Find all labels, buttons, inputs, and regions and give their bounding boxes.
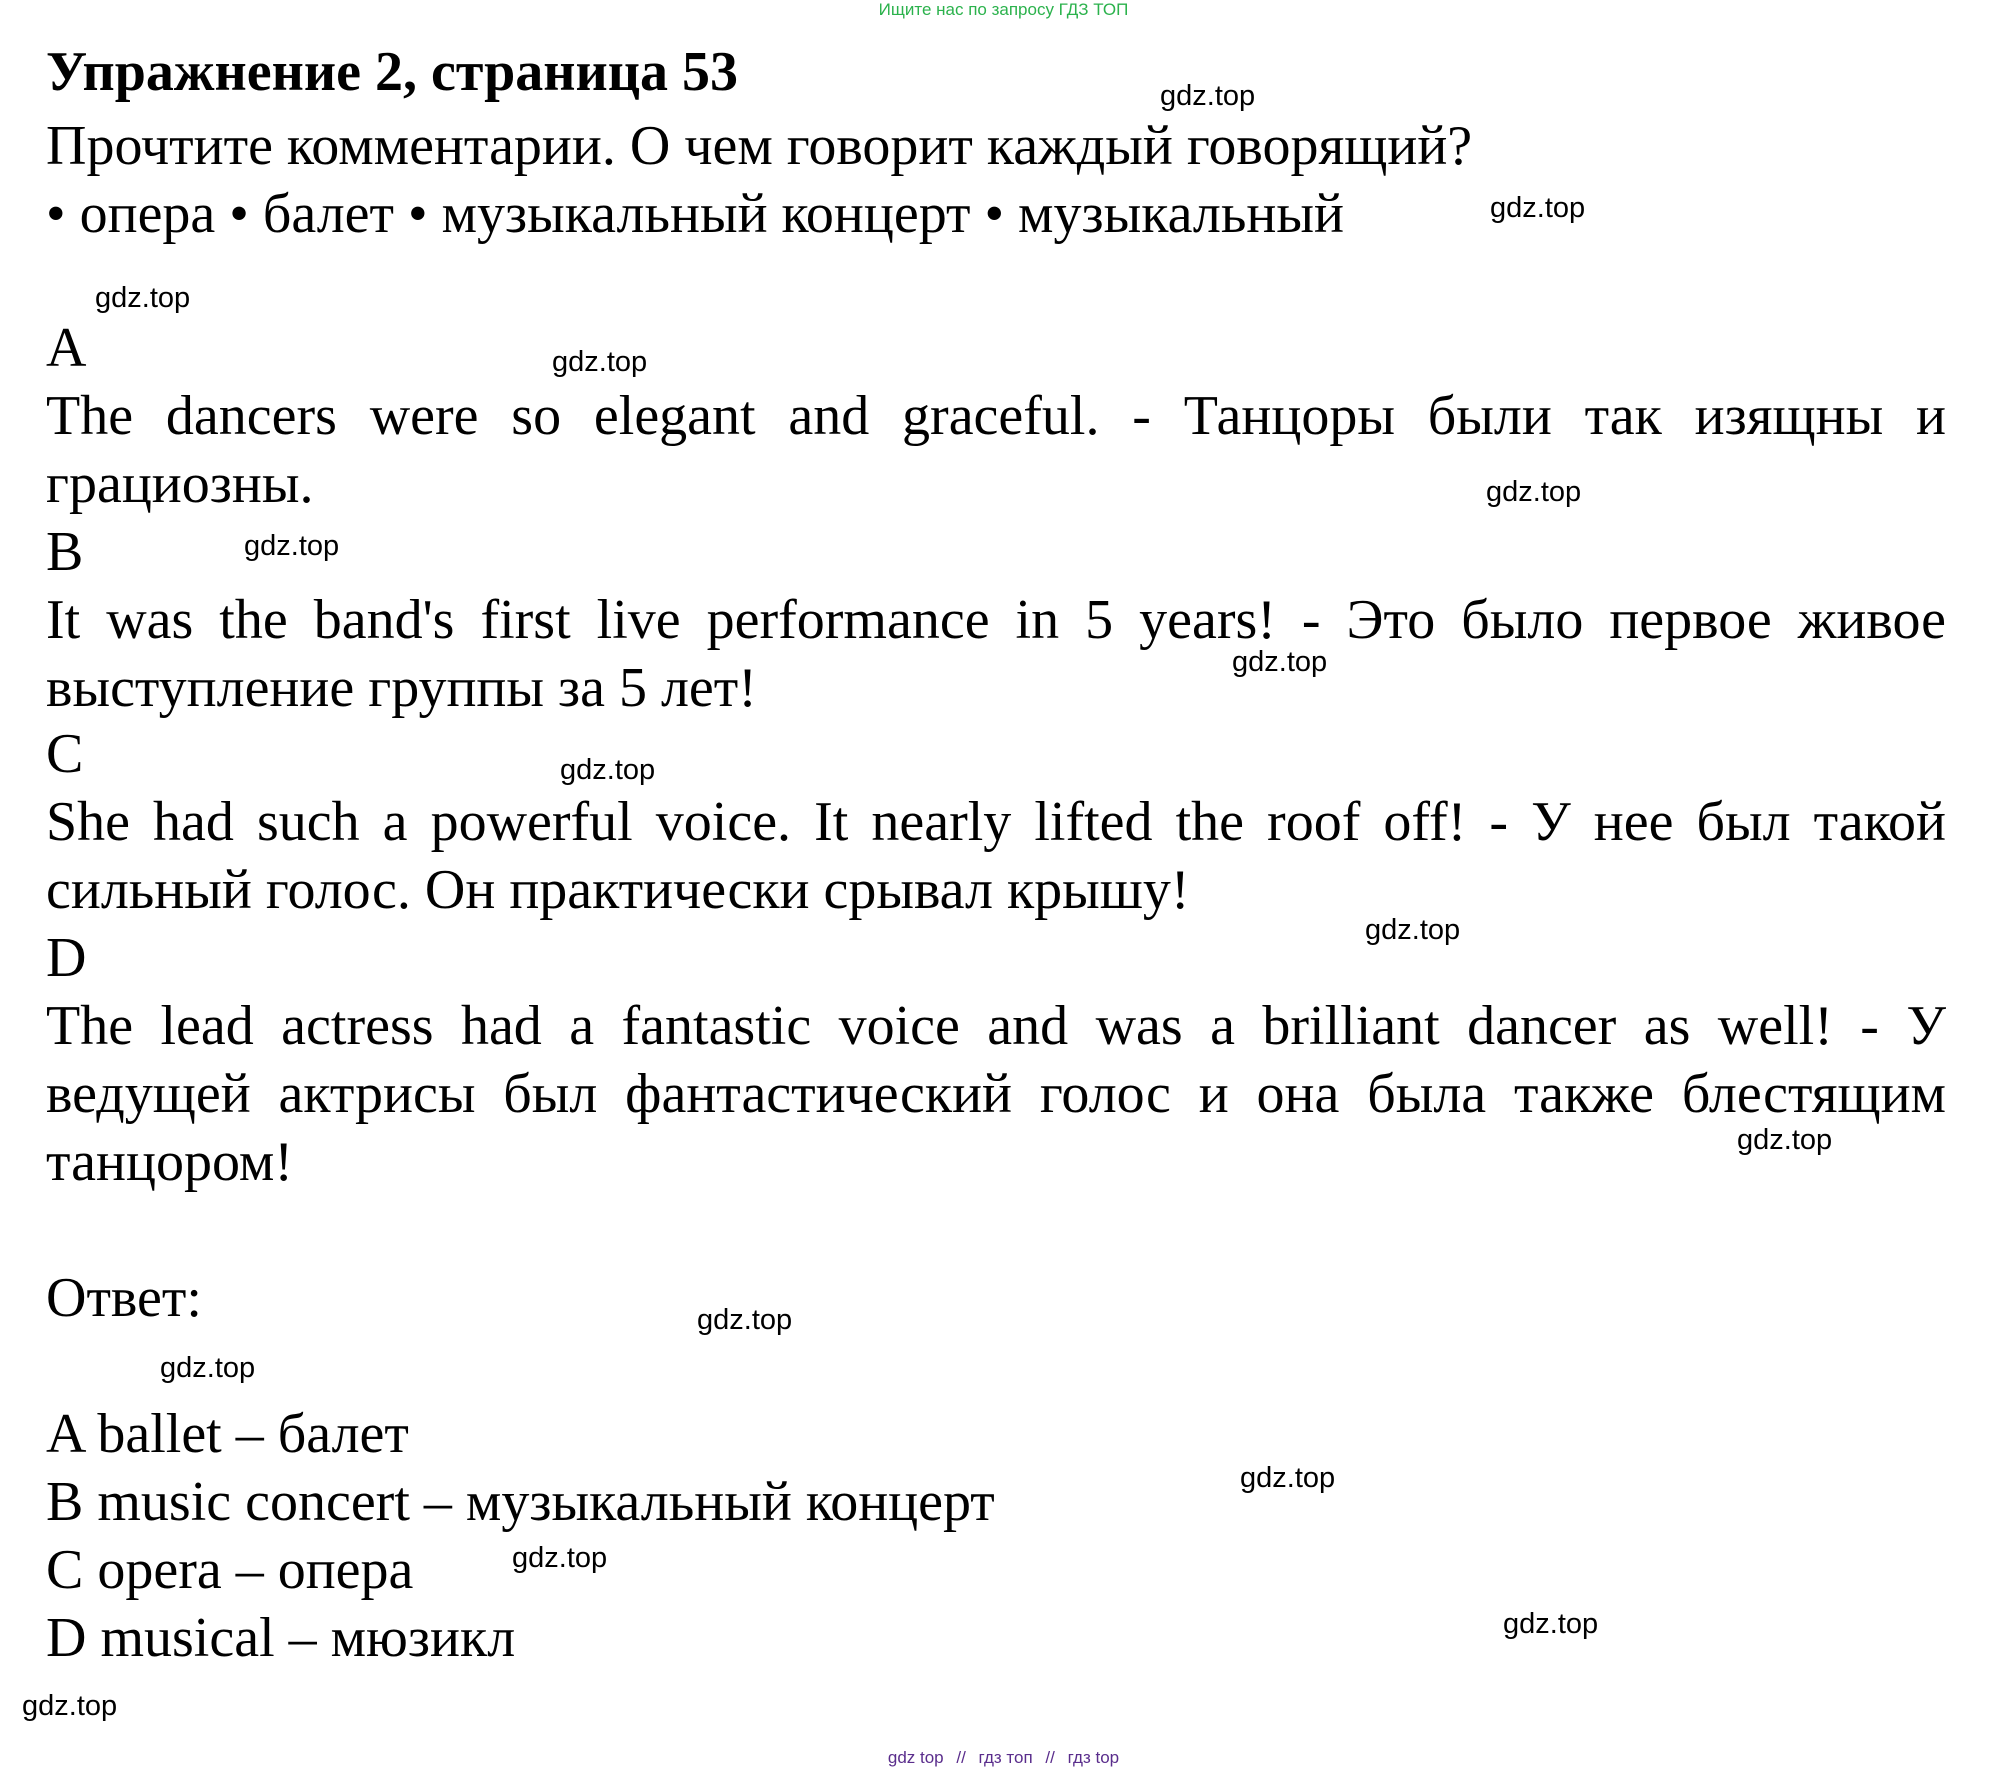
watermark: gdz.top <box>160 1352 256 1384</box>
answer-d: D musical – мюзикл <box>46 1607 516 1669</box>
item-text-b: It was the band's first live performance in 5 years! - Это было первое живое выступление группы за 5 лет! <box>46 589 1946 719</box>
watermark: gdz.top <box>1160 80 1256 112</box>
footer-link-gdz-top[interactable]: gdz top <box>887 1748 944 1767</box>
watermark: gdz.top <box>552 346 648 378</box>
item-text-a: The dancers were so elegant and graceful. - Танцоры были так изящны и грациозны. <box>46 385 1946 515</box>
footer-separator: // <box>956 1748 966 1767</box>
footer-separator: // <box>1045 1748 1055 1767</box>
watermark: gdz.top <box>560 754 656 786</box>
watermark: gdz.top <box>95 282 191 314</box>
watermark: gdz.top <box>1232 646 1328 678</box>
item-text-d: The lead actress had a fantastic voice and was a brilliant dancer as well! - У ведущей актрисы был фантастический голос и она была также блестящим танцором! <box>46 995 1946 1193</box>
options-list: • опера • балет • музыкальный концерт • музыкальный <box>46 183 1344 245</box>
watermark: gdz.top <box>697 1304 793 1336</box>
answer-a: A ballet – балет <box>46 1403 409 1465</box>
watermark: gdz.top <box>22 1690 118 1722</box>
footer-links <box>0 1748 2007 1768</box>
top-banner[interactable]: Ищите нас по запросу ГДЗ ТОП <box>878 0 1129 19</box>
instruction: Прочтите комментарии. О чем говорит каждый говорящий? <box>46 115 1473 177</box>
footer-link-gdz-top-mixed[interactable]: гдз top <box>1067 1748 1120 1767</box>
item-text-c: She had such a powerful voice. It nearly lifted the roof off! - У нее был такой сильный голос. Он практически срывал крышу! <box>46 791 1946 921</box>
watermark: gdz.top <box>1490 192 1586 224</box>
item-letter-c: C <box>46 723 84 785</box>
answer-label: Ответ: <box>46 1267 202 1329</box>
watermark: gdz.top <box>1503 1608 1599 1640</box>
watermark: gdz.top <box>1365 914 1461 946</box>
footer-link-gdz-top-ru[interactable]: гдз топ <box>978 1748 1033 1767</box>
item-letter-b: B <box>46 521 84 583</box>
watermark: gdz.top <box>1240 1462 1336 1494</box>
answer-b: B music concert – музыкальный концерт <box>46 1471 995 1533</box>
item-letter-d: D <box>46 927 87 989</box>
watermark: gdz.top <box>244 530 340 562</box>
item-letter-a: A <box>46 317 87 379</box>
answer-c: C opera – опера <box>46 1539 414 1601</box>
watermark: gdz.top <box>1737 1124 1833 1156</box>
watermark: gdz.top <box>512 1542 608 1574</box>
watermark: gdz.top <box>1486 476 1582 508</box>
page-title: Упражнение 2, страница 53 <box>46 41 739 103</box>
